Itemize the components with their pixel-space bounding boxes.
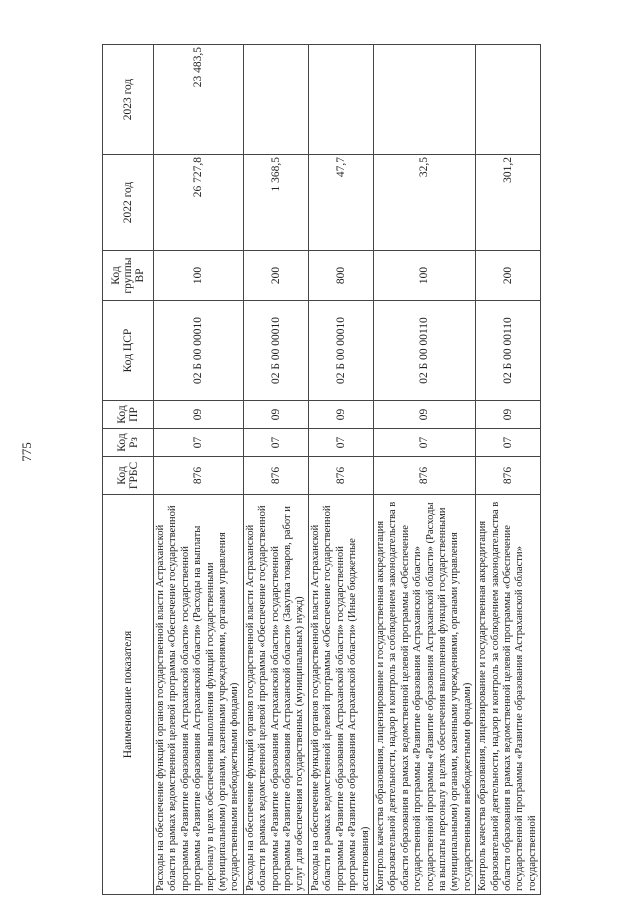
header-2022: 2022 год	[103, 155, 154, 251]
row-vr: 100	[154, 251, 244, 301]
row-csr: 02 Б 00 00010	[154, 301, 244, 401]
header-2023: 2023 год	[103, 45, 154, 155]
row-name: Контроль качества образования, лицензирование и государственная аккредитация образовательной деятельности, надзор и контроль за соблюдением законодательства в области образования в рамках ведомственной целевой программы «Обеспечение государственной программы «Развитие образования Астраханской области» государственной программы «Развитие образования Астраханской области» (Расходы на выплаты персоналу в целях обеспечения выполнения функций государственными (муниципальными) органами, казенными учреждениями, органами управления государственными внебюджетными фондами)	[373, 495, 475, 895]
row-name: Расходы на обеспечение функций органов государственной власти Астраханской области в рамках ведомственной целевой программы «Обеспечение государственной программы «Развитие образования Астраханской области» государственной программы «Развитие образования Астраханской области» (Расходы на выплаты персоналу в целях обеспечения выполнения функций государственными (муниципальными) органами, казенными учреждениями, органами управления государственными внебюджетными фондами)	[154, 495, 244, 895]
row-2023: 23 483,5	[154, 45, 244, 155]
row-vr: 200	[243, 251, 308, 301]
row-rz: 07	[243, 429, 308, 457]
row-rz: 07	[308, 429, 373, 457]
row-grbs: 876	[243, 457, 308, 495]
row-2022: 1 368,5	[243, 155, 308, 251]
table-row	[373, 45, 475, 895]
header-name: Наименование показателя	[103, 495, 154, 895]
row-2023	[243, 45, 308, 155]
row-grbs: 876	[373, 457, 475, 495]
row-2023	[476, 45, 541, 155]
row-csr: 02 Б 00 00010	[308, 301, 373, 401]
row-2022: 47,7	[308, 155, 373, 251]
row-2022: 32,5	[373, 155, 475, 251]
row-pr: 09	[308, 401, 373, 429]
row-2023	[373, 45, 475, 155]
header-pr: Код ПР	[103, 401, 154, 429]
row-name: Расходы на обеспечение функций органов государственной власти Астраханской области в рамках ведомственной целевой программы «Обеспечение государственной программы «Развитие образования Астраханской области» государственной программы «Развитие образования Астраханской области» (Закупка товаров, работ и услуг для обеспечения государственных (муниципальных) нужд)	[243, 495, 308, 895]
row-rz: 07	[373, 429, 475, 457]
row-pr: 09	[154, 401, 244, 429]
row-vr: 200	[476, 251, 541, 301]
row-name: Расходы на обеспечение функций органов государственной власти Астраханской области в рамках ведомственной целевой программы «Обеспечение государственной программы «Развитие образования Астраханской области» государственной программы «Развитие образования Астраханской области» (Иные бюджетные ассигнования)	[308, 495, 373, 895]
row-name: Контроль качества образования, лицензирование и государственная аккредитация образовательной деятельности, надзор и контроль за соблюдением законодательства в области образования в рамках ведомственной целевой программы «Обеспечение государственной программы «Развитие образования Астраханской области» государственной	[476, 495, 541, 895]
row-pr: 09	[373, 401, 475, 429]
row-grbs: 876	[476, 457, 541, 495]
table-row	[308, 45, 373, 895]
row-2022: 26 727,8	[154, 155, 244, 251]
table-header-row	[103, 45, 154, 895]
page-number: 775	[19, 442, 34, 462]
row-pr: 09	[243, 401, 308, 429]
header-vr: Код группы ВР	[103, 251, 154, 301]
row-csr: 02 Б 00 00110	[373, 301, 475, 401]
row-grbs: 876	[154, 457, 244, 495]
row-csr: 02 Б 00 00110	[476, 301, 541, 401]
header-grbs: Код ГРБС	[103, 457, 154, 495]
row-pr: 09	[476, 401, 541, 429]
row-2022: 301,2	[476, 155, 541, 251]
header-rz: Код Рз	[103, 429, 154, 457]
rotated-table-container	[102, 45, 602, 895]
row-2023	[308, 45, 373, 155]
table-row	[154, 45, 244, 895]
row-rz: 07	[476, 429, 541, 457]
row-grbs: 876	[308, 457, 373, 495]
table-row	[476, 45, 541, 895]
row-rz: 07	[154, 429, 244, 457]
header-csr: Код ЦСР	[103, 301, 154, 401]
row-vr: 800	[308, 251, 373, 301]
table-row	[243, 45, 308, 895]
row-vr: 100	[373, 251, 475, 301]
row-csr: 02 Б 00 00010	[243, 301, 308, 401]
budget-table	[102, 44, 541, 895]
